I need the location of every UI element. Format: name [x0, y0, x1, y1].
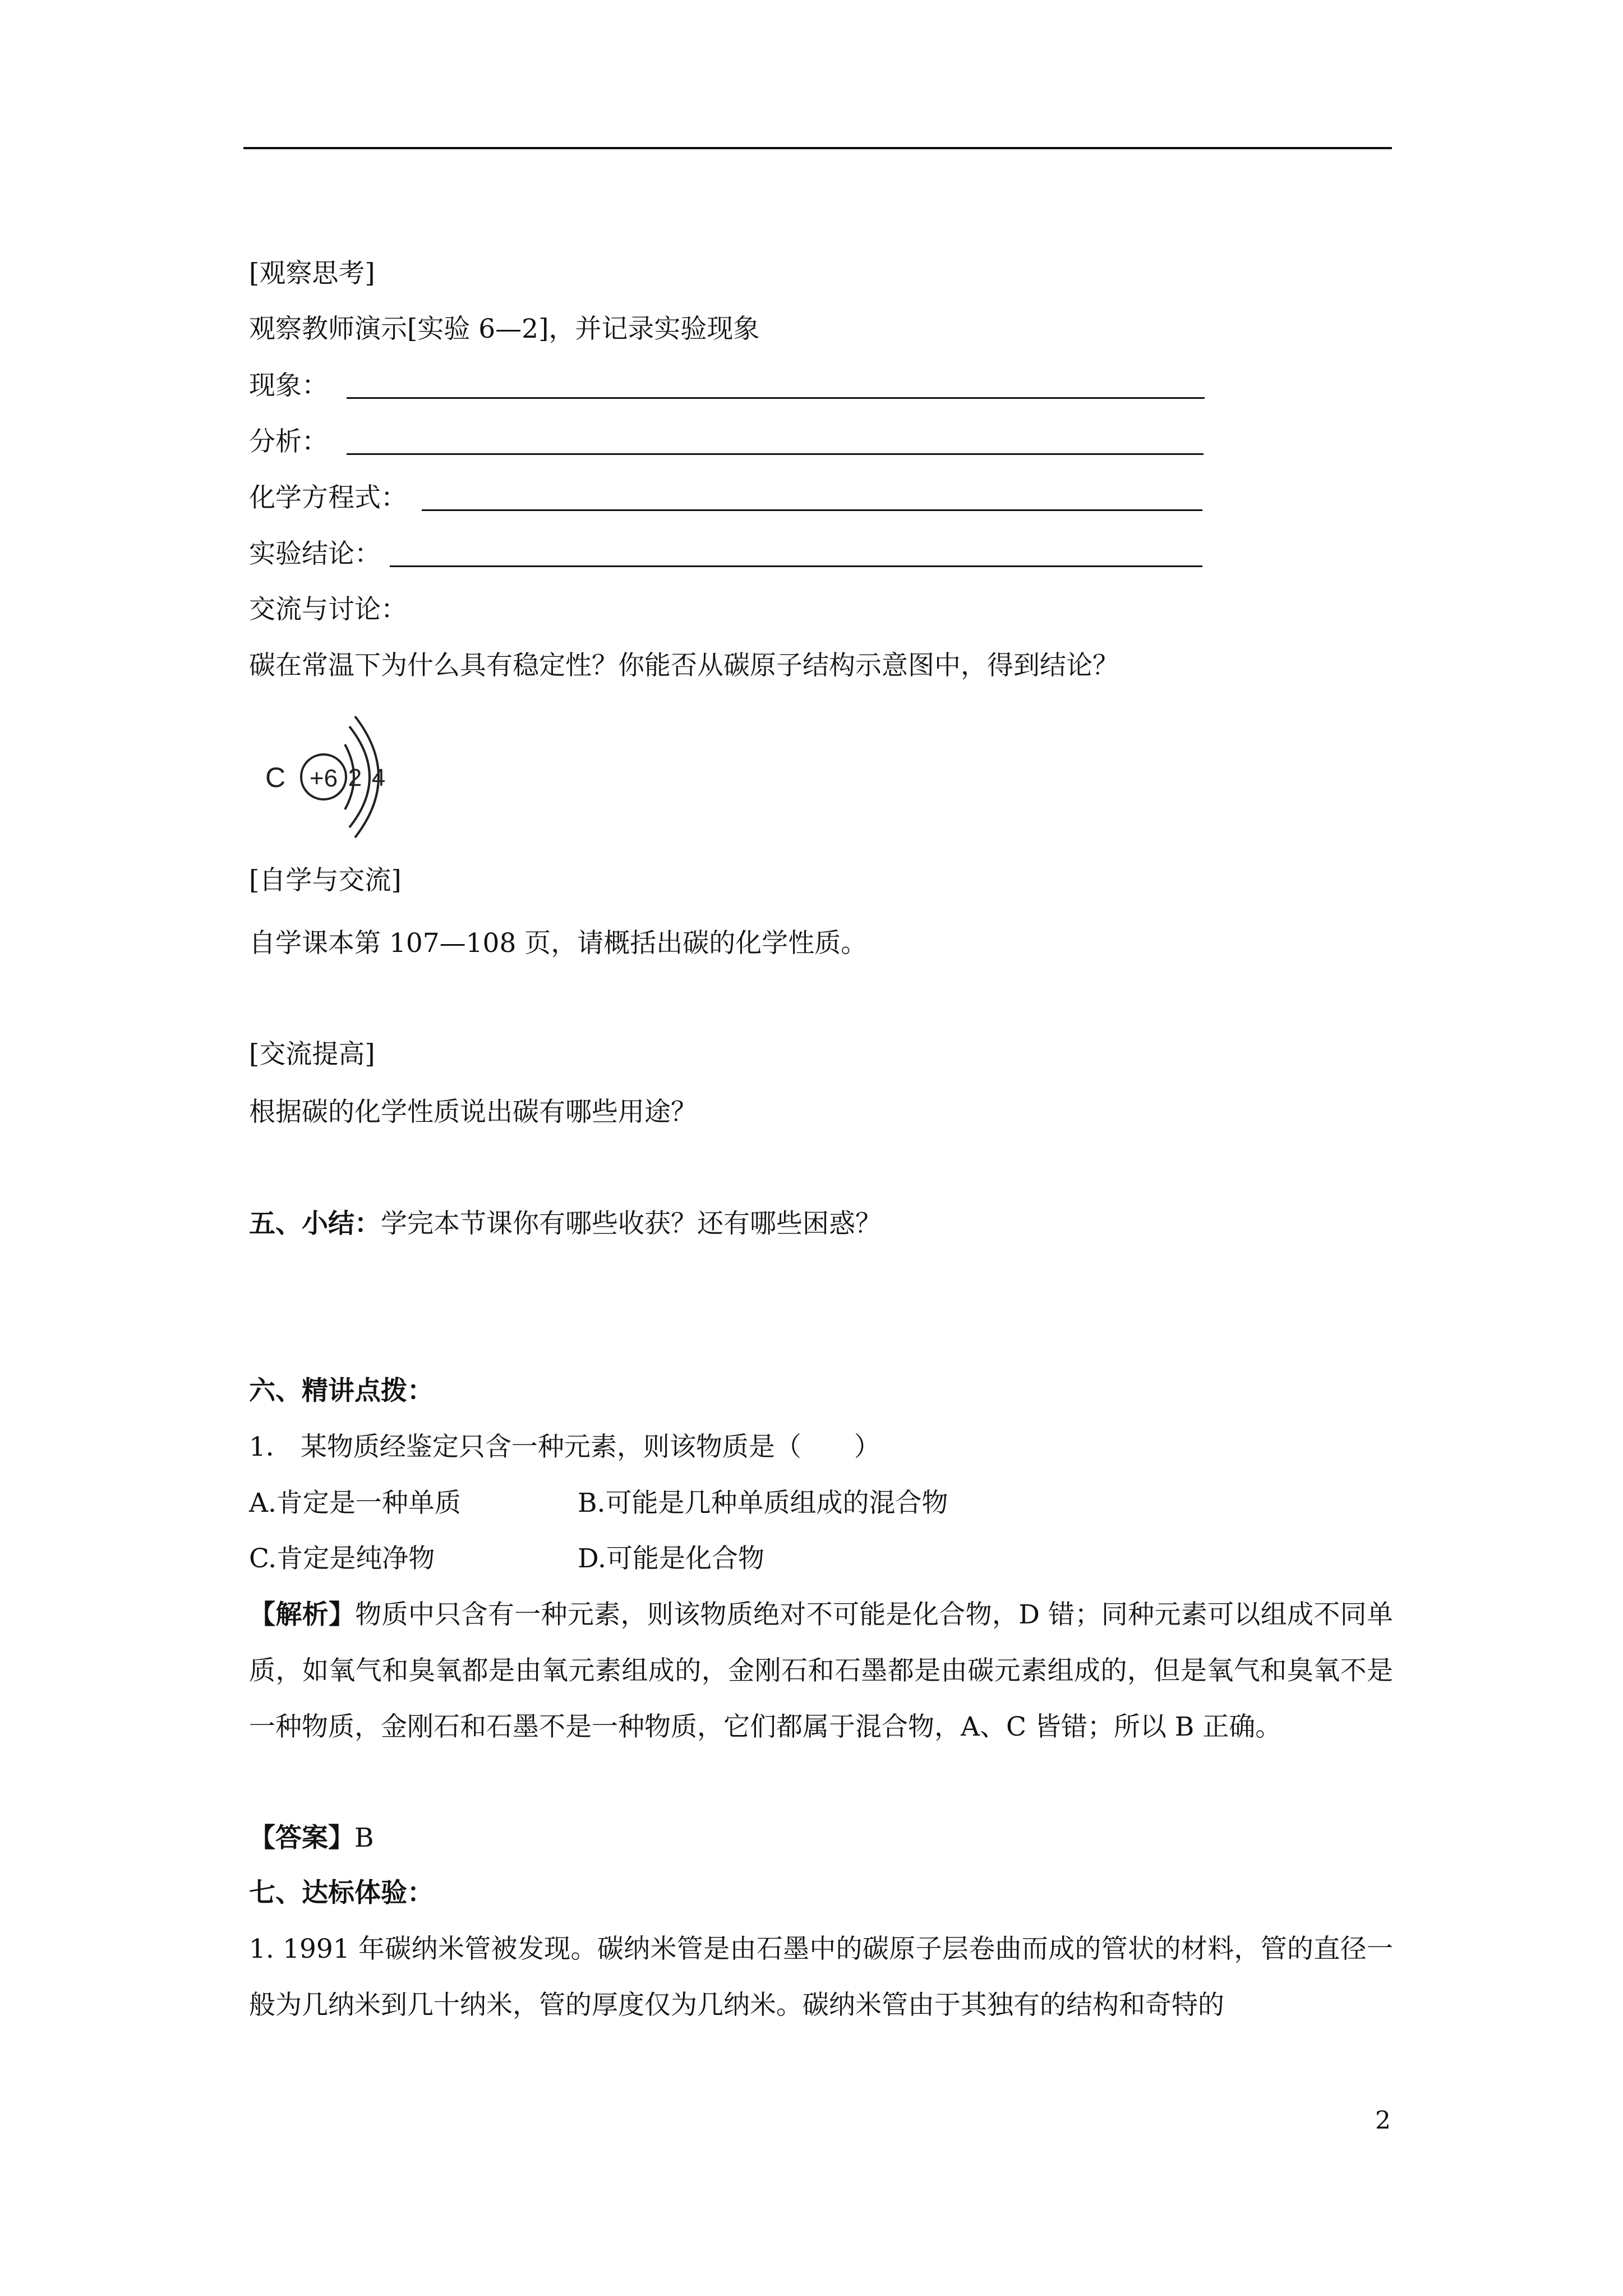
- page-number: 2: [1375, 2106, 1391, 2135]
- exchange-heading: [交流提高]: [249, 1039, 375, 1070]
- atom-symbol: C: [265, 762, 286, 793]
- equation-blank[interactable]: [422, 509, 1202, 511]
- phenomenon-label: 现象：: [249, 370, 328, 401]
- option-d: D.可能是化合物: [578, 1543, 764, 1574]
- carbon-atom-diagram: [261, 704, 401, 850]
- analysis-text: 物质中只含有一种元素，则该物质绝对不可能是化合物，D 错；同种元素可以组成不同单质，如氧气和臭氧都是由氧元素组成的，金刚石和石墨都是由碳元素组成的，但是氧气和臭氧不是一种物质，金刚石和石墨不是一种物质，它们都属于混合物，A、C 皆错；所以 B 正确。: [249, 1599, 1394, 1742]
- nucleus-charge: +6: [309, 765, 338, 792]
- self-study-text: 自学课本第 107—108 页，请概括出碳的化学性质。: [249, 928, 868, 959]
- analysis-label: 分析：: [249, 426, 328, 457]
- equation-label: 化学方程式：: [249, 482, 407, 513]
- summary-text: 学完本节课你有哪些收获？还有哪些困惑？: [381, 1208, 882, 1239]
- discussion-label: 交流与讨论：: [249, 594, 407, 625]
- conclusion-label: 实验结论：: [249, 539, 381, 569]
- option-a: A.肯定是一种单质: [249, 1488, 461, 1519]
- answer-value: B: [354, 1823, 374, 1853]
- option-c: C.肯定是纯净物: [249, 1543, 435, 1574]
- phenomenon-blank[interactable]: [347, 397, 1205, 399]
- exchange-text: 根据碳的化学性质说出碳有哪些用途？: [249, 1097, 697, 1128]
- option-b: B.可能是几种单质组成的混合物: [578, 1488, 948, 1519]
- shell2-electrons: 4: [371, 764, 386, 792]
- observe-instruction: 观察教师演示[实验 6—2]，并记录实验现象: [249, 314, 760, 344]
- observe-heading: [观察思考]: [249, 258, 375, 289]
- conclusion-blank[interactable]: [390, 565, 1202, 567]
- answer-tag: 【答案】: [249, 1823, 354, 1853]
- summary-label: 五、小结：: [249, 1208, 381, 1239]
- summary-line: [249, 1207, 882, 1241]
- analysis-paragraph: [249, 1587, 1393, 1755]
- header-rule: [243, 147, 1392, 149]
- test-text: 1. 1991 年碳纳米管被发现。碳纳米管是由石墨中的碳原子层卷曲而成的管状的材料，管的直径一般为几纳米到几十纳米，管的厚度仅为几纳米。碳纳米管由于其独有的结构和奇特的: [249, 1934, 1393, 2021]
- test-heading: 七、达标体验：: [249, 1878, 434, 1908]
- discussion-question: 碳在常温下为什么具有稳定性？你能否从碳原子结构示意图中，得到结论？: [249, 650, 1119, 681]
- explain-heading: 六、精讲点拨：: [249, 1375, 434, 1406]
- answer-line: [249, 1821, 374, 1855]
- self-study-heading: [自学与交流]: [249, 865, 402, 896]
- explain-question: 1． 某物质经鉴定只含一种元素，则该物质是（ ）: [249, 1432, 880, 1462]
- analysis-blank[interactable]: [347, 453, 1204, 455]
- shell1-electrons: 2: [348, 764, 362, 792]
- analysis-tag: 【解析】: [249, 1599, 356, 1630]
